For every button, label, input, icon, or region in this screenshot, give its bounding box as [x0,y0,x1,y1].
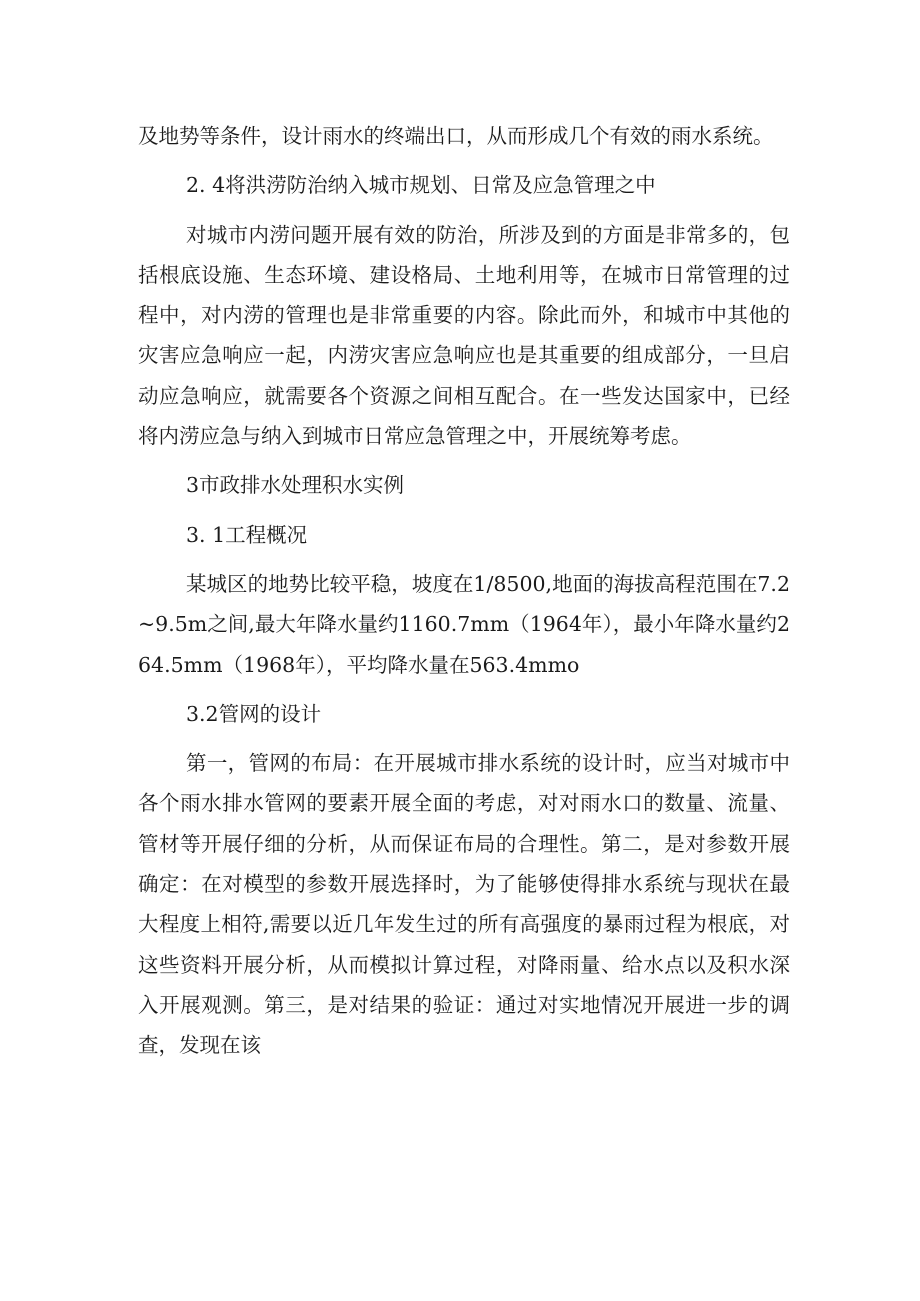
section-heading-2-4: 2. 4将洪涝防治纳入城市规划、日常及应急管理之中 [186,173,656,198]
document-body [138,116,790,1066]
paragraph-continuation: 及地势等条件，设计雨水的终端出口，从而形成几个有效的雨水系统。 [138,124,774,148]
section-heading-3: 3市政排水处理积水实例 [186,473,405,498]
paragraph-flood-management: 对城市内涝问题开展有效的防治，所涉及到的方面是非常多的，包括根底设施、生态环境、建设格局、土地利用等，在城市日常管理的过程中，对内涝的管理也是非常重要的内容。除此而外，和城市中其他的灾害应急响应一起，内涝灾害应急响应也是其重要的组成部分，一旦启动应急响应，就需要各个资源之间相互配合。在一些发达国家中，已经将内涝应急与纳入到城市日常应急管理之中，开展统筹考虑。 [138,222,790,449]
paragraph-project-overview: 某城区的地势比较平稳，坡度在1/8500,地面的海拔高程范围在7.2~9.5m之间,最大年降水量约1160.7mm（1964年），最小年降水量约264.5mm（1968年），平均降水量在563.4mmo [138,571,790,677]
paragraph-network-design: 第一，管网的布局：在开展城市排水系统的设计时，应当对城市中各个雨水排水管网的要素开展全面的考虑，对对雨水口的数量、流量、管材等开展仔细的分析，从而保证布局的合理性。第二，是对参数开展确定：在对模型的参数开展选择时，为了能够使得排水系统与现状在最大程度上相符,需要以近几年发生过的所有高强度的暴雨过程为根底，对这些资料开展分析，从而模拟计算过程，对降雨量、给水点以及积水深入开展观测。第三，是对结果的验证：通过对实地情况开展进一步的调查，发现在该 [138,751,790,1058]
section-heading-3-1: 3. 1工程概况 [186,522,308,547]
section-heading-3-2: 3.2管网的设计 [186,701,322,726]
